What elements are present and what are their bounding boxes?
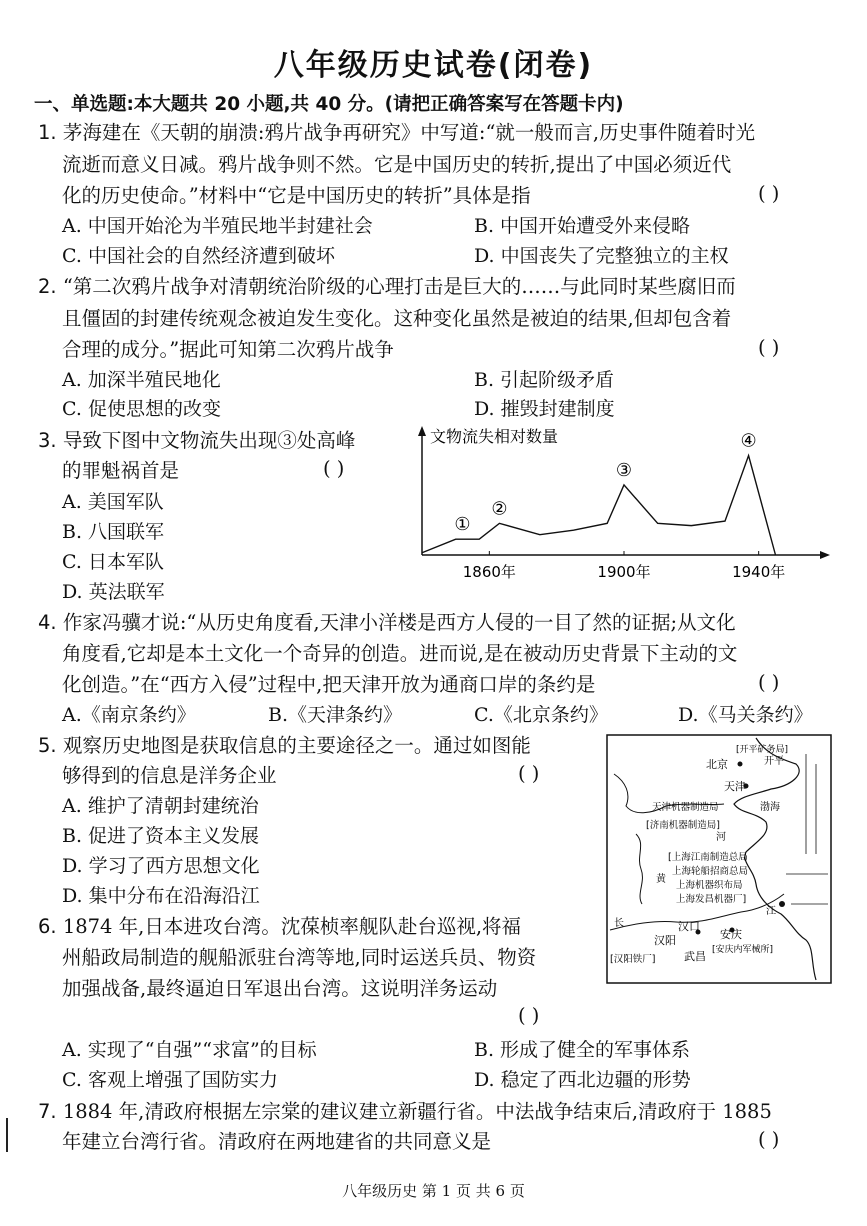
option-d: D. 摧毁封建制度 [474, 398, 615, 420]
option-b: B. 促进了资本主义发展 [62, 825, 260, 847]
answer-paren[interactable]: ( ) [518, 762, 540, 785]
answer-paren[interactable]: ( ) [758, 182, 780, 205]
map-label-tianjin-machinery: 天津机器制造局 [652, 802, 719, 813]
y-axis-arrow [418, 426, 426, 436]
question-number: 3. [38, 429, 57, 452]
question-text: 1874 年,日本进攻台湾。沈葆桢率舰队赴台巡视,将福 [62, 915, 522, 938]
option-d: D. 稳定了西北边疆的形势 [474, 1069, 691, 1091]
question-text: 1884 年,清政府根据左宗棠的建议建立新疆行省。中法战争结束后,清政府于 1885 [62, 1100, 772, 1123]
peak-marker: ② [491, 498, 508, 520]
map-label-shanghai-3: 上海机器织布局 [676, 880, 743, 891]
map-label-chang: 长 [614, 918, 624, 929]
map-label-huang: 黄 [656, 874, 666, 885]
question-1 [38, 119, 755, 147]
map-label-jinan-machinery: [济南机器制造局] [646, 820, 720, 831]
map-label-anqing: 安庆 [720, 928, 742, 941]
option-a: A. 美国军队 [62, 491, 164, 513]
peak-marker: ③ [615, 459, 633, 481]
option-b: B. 八国联军 [62, 521, 165, 543]
option-c: C.《北京条约》 [474, 704, 608, 726]
option-c: C. 促使思想的改变 [62, 398, 221, 420]
question-number: 4. [38, 611, 57, 634]
question-text: 且僵固的封建传统观念被迫发生变化。这种变化虽然是被迫的结果,但却包含着 [62, 307, 732, 330]
map-label-anqing-arsenal: [安庆内军械所] [712, 945, 774, 955]
map-label-he: 河 [716, 832, 726, 843]
question-text: 观察历史地图是获取信息的主要途径之一。通过如图能 [62, 734, 531, 757]
option-c: D. 学习了西方思想文化 [62, 855, 260, 877]
question-number: 7. [38, 1100, 57, 1123]
answer-paren[interactable]: ( ) [758, 336, 780, 359]
option-c: C. 客观上增强了国防实力 [62, 1069, 278, 1091]
option-d: D. 中国丧失了完整独立的主权 [474, 245, 729, 267]
answer-paren[interactable]: ( ) [758, 1128, 780, 1151]
question-text: “第二次鸦片战争对清朝统治阶级的心理打击是巨大的……与此同时某些腐旧而 [62, 275, 736, 298]
margin-mark [6, 1118, 8, 1152]
x-axis-arrow [820, 551, 830, 559]
question-number: 5. [38, 734, 57, 757]
question-text: 州船政局制造的舰船派驻台湾等地,同时运送兵员、物资 [62, 946, 537, 969]
option-b: B. 形成了健全的军事体系 [474, 1039, 691, 1061]
page-title: 八年级历史试卷(闭卷) [273, 48, 594, 83]
map-label-shanghai-2: 上海轮船招商总局 [672, 866, 749, 877]
beijing-dot [738, 762, 743, 767]
question-text: 合理的成分。”据此可知第二次鸦片战争 [62, 338, 394, 361]
y-axis-label: 文物流失相对数量 [430, 427, 559, 446]
map-label-kaiping: 开平 [764, 756, 784, 767]
option-c: C. 日本军队 [62, 551, 164, 573]
question-text: 角度看,它却是本土文化一个奇异的创造。进而说,是在被动历史背景下主动的文 [62, 642, 738, 665]
question-text: 的罪魁祸首是 [62, 459, 180, 482]
question-text: 茅海建在《天朝的崩溃:鸦片战争再研究》中写道:“就一般而言,历史事件随着时光 [62, 121, 756, 144]
option-a: A. 实现了“自强”“求富”的目标 [62, 1039, 317, 1061]
x-tick-label: 1900年 [597, 563, 651, 581]
option-b: B. 引起阶级矛盾 [474, 369, 615, 391]
question-number: 2. [38, 275, 57, 298]
question-text: 够得到的信息是洋务企业 [62, 764, 277, 787]
question-2 [38, 273, 736, 301]
answer-paren[interactable]: ( ) [518, 1004, 540, 1027]
option-d: D.《马关条约》 [678, 704, 813, 726]
question-number: 1. [38, 121, 57, 144]
question-7 [38, 1098, 772, 1126]
question-text: 流逝而意义日减。鸦片战争则不然。它是中国历史的转折,提出了中国必须近代 [62, 153, 732, 176]
map-label-kaiping-bureau: [开平矿务局] [736, 745, 789, 755]
question-text: 作家冯骥才说:“从历史角度看,天津小洋楼是西方人侵的一目了然的证据;从文化 [62, 611, 736, 634]
option-a: A.《南京条约》 [62, 704, 196, 726]
map-label-hanyang: 汉阳 [654, 934, 676, 947]
map-label-jiang: 江 [766, 906, 776, 917]
question-4 [38, 609, 736, 637]
map-label-wuchang: 武昌 [684, 950, 706, 963]
option-d: D. 集中分布在沿海沿江 [62, 885, 260, 907]
option-b: B. 中国开始遭受外来侵略 [474, 215, 691, 237]
question-5 [38, 732, 531, 760]
question-text: 加强战备,最终逼迫日军退出台湾。这说明洋务运动 [62, 977, 498, 1000]
x-tick-label: 1940年 [732, 563, 786, 581]
option-b: B.《天津条约》 [268, 704, 403, 726]
map-label-shanghai-1: [上海江南制造总局 [668, 852, 748, 863]
peak-marker: ④ [740, 430, 757, 452]
yangwu-enterprises-map [606, 734, 832, 984]
option-a: A. 加深半殖民地化 [62, 369, 221, 391]
question-text: 化创造。”在“西方入侵”过程中,把天津开放为通商口岸的条约是 [62, 673, 596, 696]
answer-paren[interactable]: ( ) [323, 457, 345, 480]
x-tick-label: 1860年 [462, 563, 516, 581]
option-a: A. 中国开始沦为半殖民地半封建社会 [62, 215, 373, 237]
question-text: 年建立台湾行省。清政府在两地建省的共同意义是 [62, 1130, 492, 1153]
map-label-hankou: 汉口 [678, 920, 700, 933]
relic-loss-line [422, 456, 776, 555]
map-label-beijing: 北京 [706, 758, 728, 771]
relic-loss-chart [410, 422, 840, 590]
option-d: D. 英法联军 [62, 581, 165, 603]
question-number: 6. [38, 915, 57, 938]
map-label-shanghai-4: 上海发昌机器厂] [676, 894, 747, 905]
question-text: 导致下图中文物流失出现③处高峰 [62, 429, 356, 452]
option-c: C. 中国社会的自然经济遭到破坏 [62, 245, 335, 267]
map-label-hanyang-ironworks: [汉阳铁厂] [610, 954, 656, 965]
section-header: 一、单选题:本大题共 20 小题,共 40 分。(请把正确答案写在答题卡内) [34, 94, 624, 115]
question-6 [38, 913, 521, 941]
option-a: A. 维护了清朝封建统治 [62, 795, 259, 817]
page-footer: 八年级历史 第 1 页 共 6 页 [342, 1182, 525, 1200]
shanghai-dot [779, 901, 785, 907]
peak-marker: ① [454, 514, 471, 536]
question-text: 化的历史使命。”材料中“它是中国历史的转折”具体是指 [62, 184, 531, 207]
answer-paren[interactable]: ( ) [758, 671, 780, 694]
map-label-bohai: 渤海 [760, 802, 780, 813]
question-3 [38, 427, 355, 455]
map-label-tianjin: 天津 [724, 780, 746, 793]
